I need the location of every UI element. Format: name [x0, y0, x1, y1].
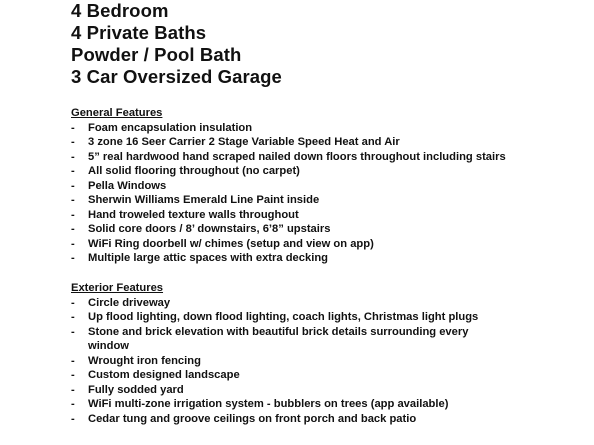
bullet-dash: -	[71, 179, 75, 192]
bullet-dash: -	[71, 296, 75, 309]
list-item	[71, 179, 571, 194]
list-item-text: Sherwin Williams Emerald Line Paint inside	[88, 194, 320, 206]
property-summary	[71, 0, 282, 88]
list-item	[71, 296, 571, 311]
bullet-dash: -	[71, 237, 75, 250]
exterior-features-list	[71, 296, 571, 427]
bullet-dash: -	[71, 150, 75, 163]
list-item	[71, 310, 571, 325]
list-item	[71, 325, 571, 340]
list-item	[71, 397, 571, 412]
list-item-continuation	[71, 339, 571, 354]
list-item-text: Stone and brick elevation with beautiful brick details surrounding every	[88, 325, 469, 338]
bullet-dash: -	[71, 383, 75, 396]
list-item	[71, 354, 571, 369]
list-item	[71, 208, 571, 223]
list-item	[71, 150, 571, 165]
bullet-dash: -	[71, 369, 75, 381]
bullet-dash: -	[71, 194, 75, 206]
bullet-dash: -	[71, 165, 75, 177]
bullet-dash: -	[71, 208, 75, 221]
list-item-text: Cedar tung and groove ceilings on front porch and back patio	[88, 412, 417, 425]
list-item-text: Up flood lighting, down flood lighting, coach lights, Christmas light plugs	[88, 311, 479, 323]
list-item-text: Multiple large attic spaces with extra decking	[88, 252, 328, 264]
list-item-text: All solid flooring throughout (no carpet)	[88, 165, 300, 177]
bullet-dash: -	[71, 311, 75, 323]
list-item-text: window	[88, 340, 130, 352]
bullet-dash: -	[71, 398, 75, 410]
list-item-text: 5” real hardwood hand scraped nailed down floors throughout including stairs	[88, 150, 506, 163]
list-item-text: Foam encapsulation insulation	[88, 121, 253, 134]
list-item	[71, 237, 571, 252]
list-item	[71, 222, 571, 237]
bullet-dash: -	[71, 325, 75, 338]
list-item-text: Fully sodded yard	[88, 383, 184, 396]
bedroom-count: 4 Bedroom	[71, 0, 169, 21]
list-item-text: Solid core doors / 8’ downstairs, 6’8” upstairs	[88, 223, 331, 235]
list-item	[71, 251, 571, 266]
bullet-dash: -	[71, 223, 75, 235]
bullet-dash: -	[71, 121, 75, 134]
list-item	[71, 412, 571, 427]
list-item	[71, 193, 571, 208]
garage-info: 3 Car Oversized Garage	[71, 66, 282, 87]
bullet-dash: -	[71, 136, 75, 148]
bath-count: 4 Private Baths	[71, 22, 207, 43]
list-item-text: Pella Windows	[88, 179, 167, 192]
general-features-list	[71, 121, 571, 266]
exterior-features-heading: Exterior Features	[71, 282, 164, 294]
list-item-text: 3 zone 16 Seer Carrier 2 Stage Variable Speed Heat and Air	[88, 136, 400, 148]
general-features-heading: General Features	[71, 107, 163, 119]
list-item-text: WiFi multi-zone irrigation system - bubblers on trees (app available)	[88, 398, 449, 410]
list-item	[71, 164, 571, 179]
list-item	[71, 383, 571, 398]
bullet-dash: -	[71, 252, 75, 264]
exterior-features-section	[71, 281, 571, 426]
general-features-section	[71, 106, 571, 266]
list-item-text: Wrought iron fencing	[88, 354, 201, 367]
list-item-text: WiFi Ring doorbell w/ chimes (setup and view on app)	[88, 237, 374, 250]
list-item-text: Hand troweled texture walls throughout	[88, 208, 299, 221]
list-item	[71, 368, 571, 383]
list-item-text: Custom designed landscape	[88, 369, 240, 381]
list-item-text: Circle driveway	[88, 296, 171, 309]
bullet-dash: -	[71, 354, 75, 367]
list-item	[71, 121, 571, 136]
powder-pool-bath: Powder / Pool Bath	[71, 44, 242, 65]
list-item	[71, 135, 571, 150]
bullet-dash: -	[71, 412, 75, 425]
